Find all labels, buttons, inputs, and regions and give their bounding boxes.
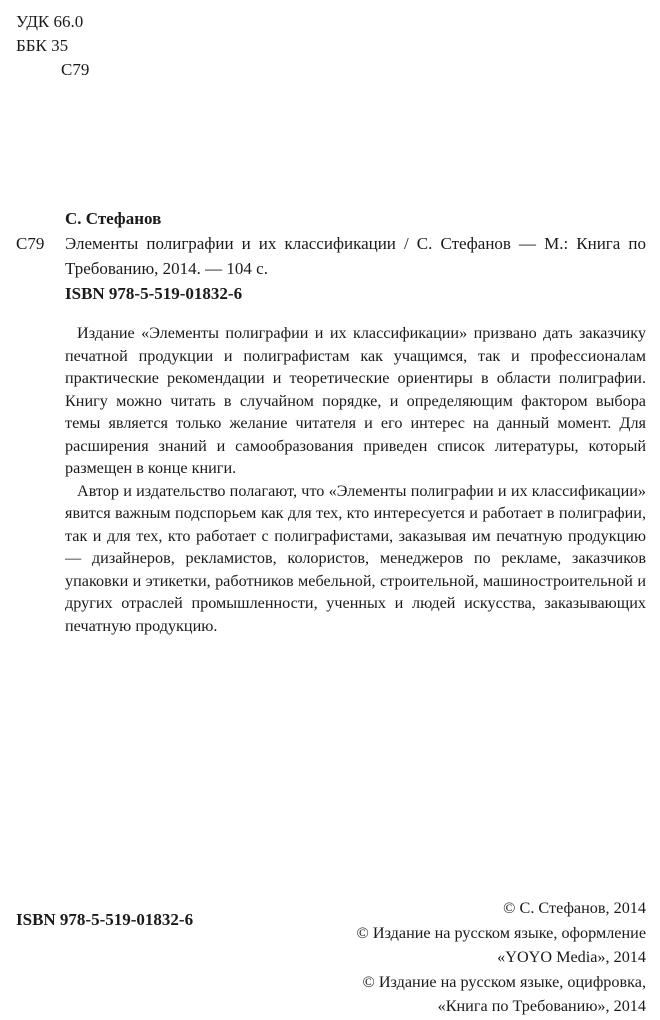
record-entry <box>16 231 646 281</box>
copyright-line: © Издание на русском языке, оцифровка, <box>362 972 646 991</box>
copyright-line: © С. Стефанов, 2014 <box>503 899 646 917</box>
copyright-line: © Издание на русском языке, оформление <box>356 923 646 942</box>
udk-code: УДК 66.0 <box>16 12 84 31</box>
bbk-code: ББК 35 <box>16 36 69 55</box>
copyright-block <box>357 896 646 1019</box>
annotation-paragraph: Издание «Элементы полиграфии и их классификации» призвано дать заказчику печатной продукции и полиграфистам как учащимся, так и профессионалам практические рекомендации и теоретические ориентиры в области полиграфии. Книгу можно читать в случайном порядке, и определяющим фактором выбора темы является только желание читателя и его интерес на данный момент. Для расширения знаний и самообразования приведен список литературы, который размещен в конце книги. <box>65 324 646 477</box>
record-author-mark: С79 <box>16 234 45 253</box>
annotation-paragraph: Автор и издательство полагают, что «Элементы полиграфии и их классификации» явится важным подспорьем как для тех, кто интересуется и работает в полиграфии, так и для тех, кто работает с полиграфистами, заказывая им печатную продукцию — дизайнеров, рекламистов, колористов, менеджеров по рекламе, заказчиков упаковки и этикетки, работников мебельной, строительной, машиностроительной и других отраслей промышленности, ученных и людей искусства, заказывающих печатную продукцию. <box>65 481 646 635</box>
copyright-line: «Книга по Требованию», 2014 <box>437 997 646 1016</box>
annotation <box>65 322 646 637</box>
author-mark: С79 <box>61 60 90 79</box>
classification-codes <box>16 10 89 82</box>
bibliographic-record <box>16 206 646 306</box>
footer-isbn: ISBN 978-5-519-01832-6 <box>16 910 194 929</box>
record-author: С. Стефанов <box>65 209 162 228</box>
copyright-line: «YOYO Media», 2014 <box>497 948 646 967</box>
record-description: Элементы полиграфии и их классификации / С. Стефанов — М.: Книга по Требованию, 2014. — 104 с. <box>65 234 646 278</box>
record-isbn: ISBN 978-5-519-01832-6 <box>65 284 243 303</box>
